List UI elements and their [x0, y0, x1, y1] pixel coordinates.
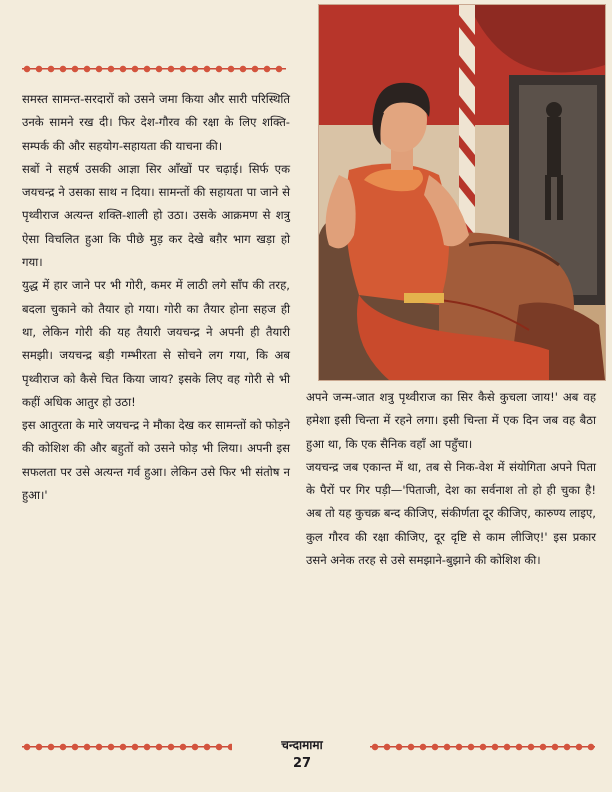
left-paragraph-3: युद्ध में हार जाने पर भी गोरी, कमर में लाठी लगे साँप की तरह, बदला चुकाने को तैयार हो गया। गोरी का तैयार होना सहज ही था, लेकिन गोरी की यह तैयारी जयचन्द्र ने अपनी ही तैयारी समझी। जयचन्द्र बड़ी गम्भीरता से सोचने लग गया, कि अब पृथ्वीराज को कैसे चित किया जाय? इसके लिए वह गोरी से भी कहीं अधिक आतुर हो उठा! — [22, 278, 290, 409]
left-paragraph-4: इस आतुरता के मारे जयचन्द्र ने मौका देख कर सामन्तों को फोड़ने की कोशिश की और बहुतों को उसने फोड़ भी लिया। अपनी इस सफलता पर उसे अत्यन्त गर्व हुआ। लेकिन उसे फिर भी संतोष न हुआ।' — [22, 418, 290, 503]
left-text-column — [22, 88, 290, 507]
page-number: 27 — [292, 756, 312, 771]
story-illustration — [318, 4, 606, 381]
bottom-right-ornament-border — [370, 742, 595, 752]
left-paragraph-2: सबों ने सहर्ष उसकी आज्ञा सिर आँखों पर चढ़ाई। सिर्फ एक जयचन्द्र ने उसका साथ न दिया। सामन्तों की सहायता पा जाने से पृथ्वीराज अत्यन्त शक्ति-शाली हो उठा। उसके आक्रमण से शत्रु ऐसा विचलित हुआ कि पीछे मुड़ कर देखे बग़ैर भाग खड़ा हो गया। — [22, 161, 290, 270]
magazine-title: चन्दामामा — [281, 738, 323, 752]
top-ornament-border — [22, 64, 286, 74]
illustration-drawing — [319, 5, 605, 380]
right-paragraph-2: जयचन्द्र जब एकान्त में था, तब से निक-वेश में संयोगिता अपने पिता के पैरों पर गिर पड़ी—'पिताजी, देश का सर्वनाश तो हो ही चुका है! अब तो यह कुचक्र बन्द कीजिए, संकीर्णता दूर कीजिए, कारुण्य लाइए, कुल गौरव की रक्षा कीजिए, दूर दृष्टि से काम लीजिए!' इस प्रकार उसने अनेक तरह से उसे समझाने-बुझाने की कोशिश की। — [306, 459, 596, 568]
right-paragraph-1: अपने जन्म-जात शत्रु पृथ्वीराज का सिर कैसे कुचला जाय!' अब वह हमेशा इसी चिन्ता में रहने लगा। इसी चिन्ता में एक दिन जब वह बैठा हुआ था, कि एक सैनिक वहाँ आ पहुँचा। — [306, 390, 596, 451]
right-text-column — [306, 386, 596, 572]
left-paragraph-1: समस्त सामन्त-सरदारों को उसने जमा किया और सारी परिस्थिति उनके सामने रख दी। फिर देश-गौरव की रक्षा के लिए शक्ति-सम्पर्क की और सहयोग-सहायता की याचना की। — [22, 92, 290, 153]
bottom-left-ornament-border — [22, 742, 232, 752]
